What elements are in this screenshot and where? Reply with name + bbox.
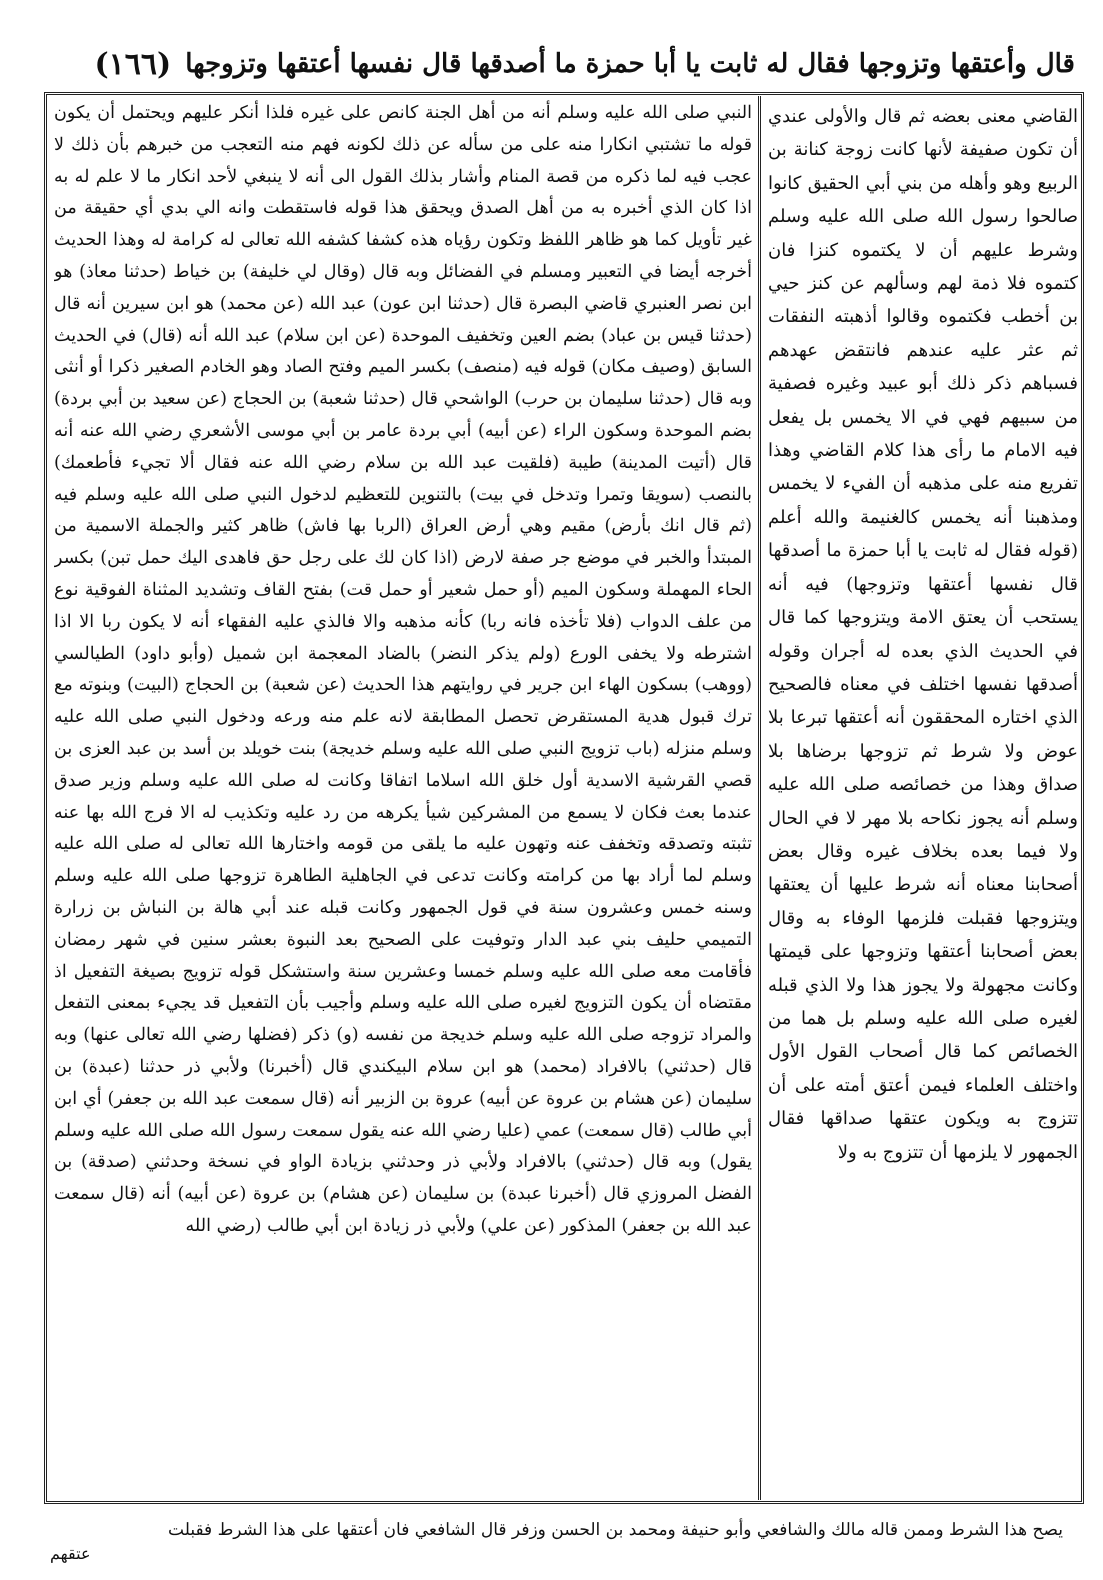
running-header xyxy=(94,40,1075,88)
page-number: (١٦٦) xyxy=(94,46,172,82)
catchword: عتقهم xyxy=(50,1544,91,1563)
footer-text: يصح هذا الشرط وممن قاله مالك والشافعي وأبو حنيفة ومحمد بن الحسن وزفر قال الشافعي فان أعتقها على هذا الشرط فقبلت xyxy=(168,1520,1063,1540)
main-text: النبي صلى الله عليه وسلم أنه من أهل الجنة كانص على غيره فلذا أنكر عليهم ويحتمل أن يكون قوله ما تشتبي انكارا منه على من سأله عن ذلك لكونه فهم منه التعجب من خبرهم بأن ذلك لا عجب فيه لما ذكره من قصة المنام وأشار بذلك القول الى أنه لا ينبغي لأحد انكار ما لا علم له به اذا كان الذي أخبره به من أهل الصدق ويحقق هذا قوله فاستقطت وانه الي بدي أي حقيقة من غير تأويل كما هو ظاهر اللفظ وتكون رؤياه هذه كشفا كشفه الله تعالى له كرامة له وهذا الحديث أخرجه أيضا في التعبير ومسلم في الفضائل وبه قال (وقال لي خليفة) بن خياط (حدثنا معاذ) هو ابن نصر العنبري قاضي البصرة قال (حدثنا ابن عون) عبد الله (عن محمد) هو ابن سيرين أنه قال (حدثنا قيس بن عباد) بضم العين وتخفيف الموحدة (عن ابن سلام) عبد الله أنه (قال) في الحديث السابق (وصيف مكان) قوله فيه (منصف) بكسر الميم وفتح الصاد وهو الخادم الصغير ذكرا أو أنثى وبه قال (حدثنا سليمان بن حرب) الواشحي قال (حدثنا شعبة) بن الحجاج (عن سعيد بن أبي بردة) بضم الموحدة وسكون الراء (عن أبيه) أبي بردة عامر بن أبي موسى الأشعري رضي الله عنه أنه قال (أتيت المدينة) طيبة (فلقيت عبد الله بن سلام رضي الله عنه فقال ألا تجيء فأطعمك) بالنصب (سويقا وتمرا وتدخل في بيت) بالتنوين للتعظيم لدخول النبي صلى الله عليه وسلم فيه (ثم قال انك بأرض) مقيم وهي أرض العراق (الربا بها فاش) ظاهر كثير والجملة الاسمية من المبتدأ والخبر في موضع جر صفة لارض (اذا كان لك على رجل حق فاهدى اليك حمل تبن) بكسر الحاء المهملة وسكون الميم (أو حمل شعير أو حمل قت) بفتح القاف وتشديد المثناة الفوقية نوع من علف الدواب (فلا تأخذه فانه ربا) كأنه مذهبه والا فالذي عليه الفقهاء أنه لا يكون ربا الا اذا اشترطه ولا يخفى الورع (ولم يذكر النضر) بالضاد المعجمة ابن شميل (وأبو داود) الطيالسي (ووهب) بسكون الهاء ابن جرير في روايتهم هذا الحديث (عن شعبة) بن الحجاج (البيت) وبنوته مع ترك قبول هدية المستقرض تحصل المطابقة لانه علم منه ورعه ودخول النبي صلى الله عليه وسلم منزله (باب تزويج النبي صلى الله عليه وسلم خديجة) بنت خويلد بن أسد بن عبد العزى بن قصي القرشية الاسدية أول خلق الله اسلاما اتفاقا وكانت له صلى الله عليه وسلم وزير صدق عندما بعث فكان لا يسمع من المشركين شيأ يكرهه من رد عليه وتكذيب له الا فرج الله بها عنه تثبته وتصدقه وتخفف عنه وتهون عليه ما يلقى من قومه واختارها الله تعالى له صلى الله عليه وسلم لما أراد بها من كرامته وكانت تدعى في الجاهلية الطاهرة تزوجها صلى الله عليه وسلم وسنه خمس وعشرون سنة في قول الجمهور وكانت قبله عند أبي هالة بن النباش بن زرارة التميمي حليف بني عبد الدار وتوفيت على الصحيح بعد النبوة بعشر سنين في شهر رمضان فأقامت معه صلى الله عليه وسلم خمسا وعشرين سنة واستشكل قوله تزويج بصيغة التفعيل اذ مقتضاه أن يكون التزويج لغيره صلى الله عليه وسلم وأجيب بأن التفعيل قد يجيء بمعنى التفعل والمراد تزوجه صلى الله عليه وسلم خديجة من نفسه (و) ذكر (فضلها رضي الله تعالى عنها) وبه قال (حدثني) بالافراد (محمد) هو ابن سلام البيكندي قال (أخبرنا) ولأبي ذر حدثنا (عبدة) بن سليمان (عن هشام بن عروة عن أبيه) عروة بن الزبير أنه (قال سمعت عبد الله بن جعفر) أي ابن أبي طالب (قال سمعت) عمي (عليا رضي الله عنه يقول سمعت رسول الله صلى الله عليه وسلم يقول) وبه قال (حدثني) بالافراد ولأبي ذر وحدثني بزيادة الواو في نسخة وحدثني (صدقة) بن الفضل المروزي قال (أخبرنا عبدة) بن سليمان (عن هشام) بن عروة (عن أبيه) أنه (قال سمعت عبد الله بن جعفر) المذكور (عن علي) ولأبي ذر زيادة ابن أبي طالب (رضي الله xyxy=(54,103,752,1236)
footer-line xyxy=(50,1518,1063,1566)
column-divider xyxy=(758,96,761,1500)
main-text-column xyxy=(54,98,752,1498)
margin-commentary xyxy=(768,100,1078,1498)
margin-commentary-text: القاضي معنى بعضه ثم قال والأولى عندي أن تكون صفيفة لأنها كانت زوجة كنانة بن الربيع وهو وأهله من بني أبي الحقيق كانوا صالحوا رسول الله صلى الله عليه وسلم وشرط عليهم أن لا يكتموه كنزا فان كتموه فلا ذمة لهم وسألهم عن كنز حيي بن أخطب فكتموه وقالوا أذهبته النفقات ثم عثر عليه عندهم فانتقض عهدهم فسباهم ذكر ذلك أبو عبيد وغيره فصفية من سبيهم فهي في الا يخمس بل يفعل فيه الامام ما رأى هذا كلام القاضي وهذا تفريع منه على مذهبه أن الفيء لا يخمس ومذهبنا أنه يخمس كالغنيمة والله أعلم (قوله فقال له ثابت يا أبا حمزة ما أصدقها قال نفسها أعتقها وتزوجها) فيه أنه يستحب أن يعتق الامة ويتزوجها كما قال في الحديث الذي بعده له أجران وقوله أصدقها نفسها اختلف في معناه فالصحيح الذي اختاره المحققون أنه أعتقها تبرعا بلا عوض ولا شرط ثم تزوجها برضاها بلا صداق وهذا من خصائصه صلى الله عليه وسلم أنه يجوز نكاحه بلا مهر لا في الحال ولا فيما بعده بخلاف غيره وقال بعض أصحابنا معناه أنه شرط عليها أن يعتقها ويتزوجها فقبلت فلزمها الوفاء به وقال بعض أصحابنا أعتقها وتزوجها على قيمتها وكانت مجهولة ولا يجوز هذا ولا الذي قبله لغيره صلى الله عليه وسلم بل هما من الخصائص كما قال أصحاب القول الأول واختلف العلماء فيمن أعتق أمته على أن تتزوج به ويكون عتقها صداقها فقال الجمهور لا يلزمها أن تتزوج به ولا xyxy=(768,106,1078,1163)
header-title: قال وأعتقها وتزوجها فقال له ثابت يا أبا حمزة ما أصدقها قال نفسها أعتقها وتزوجها xyxy=(185,49,1075,79)
